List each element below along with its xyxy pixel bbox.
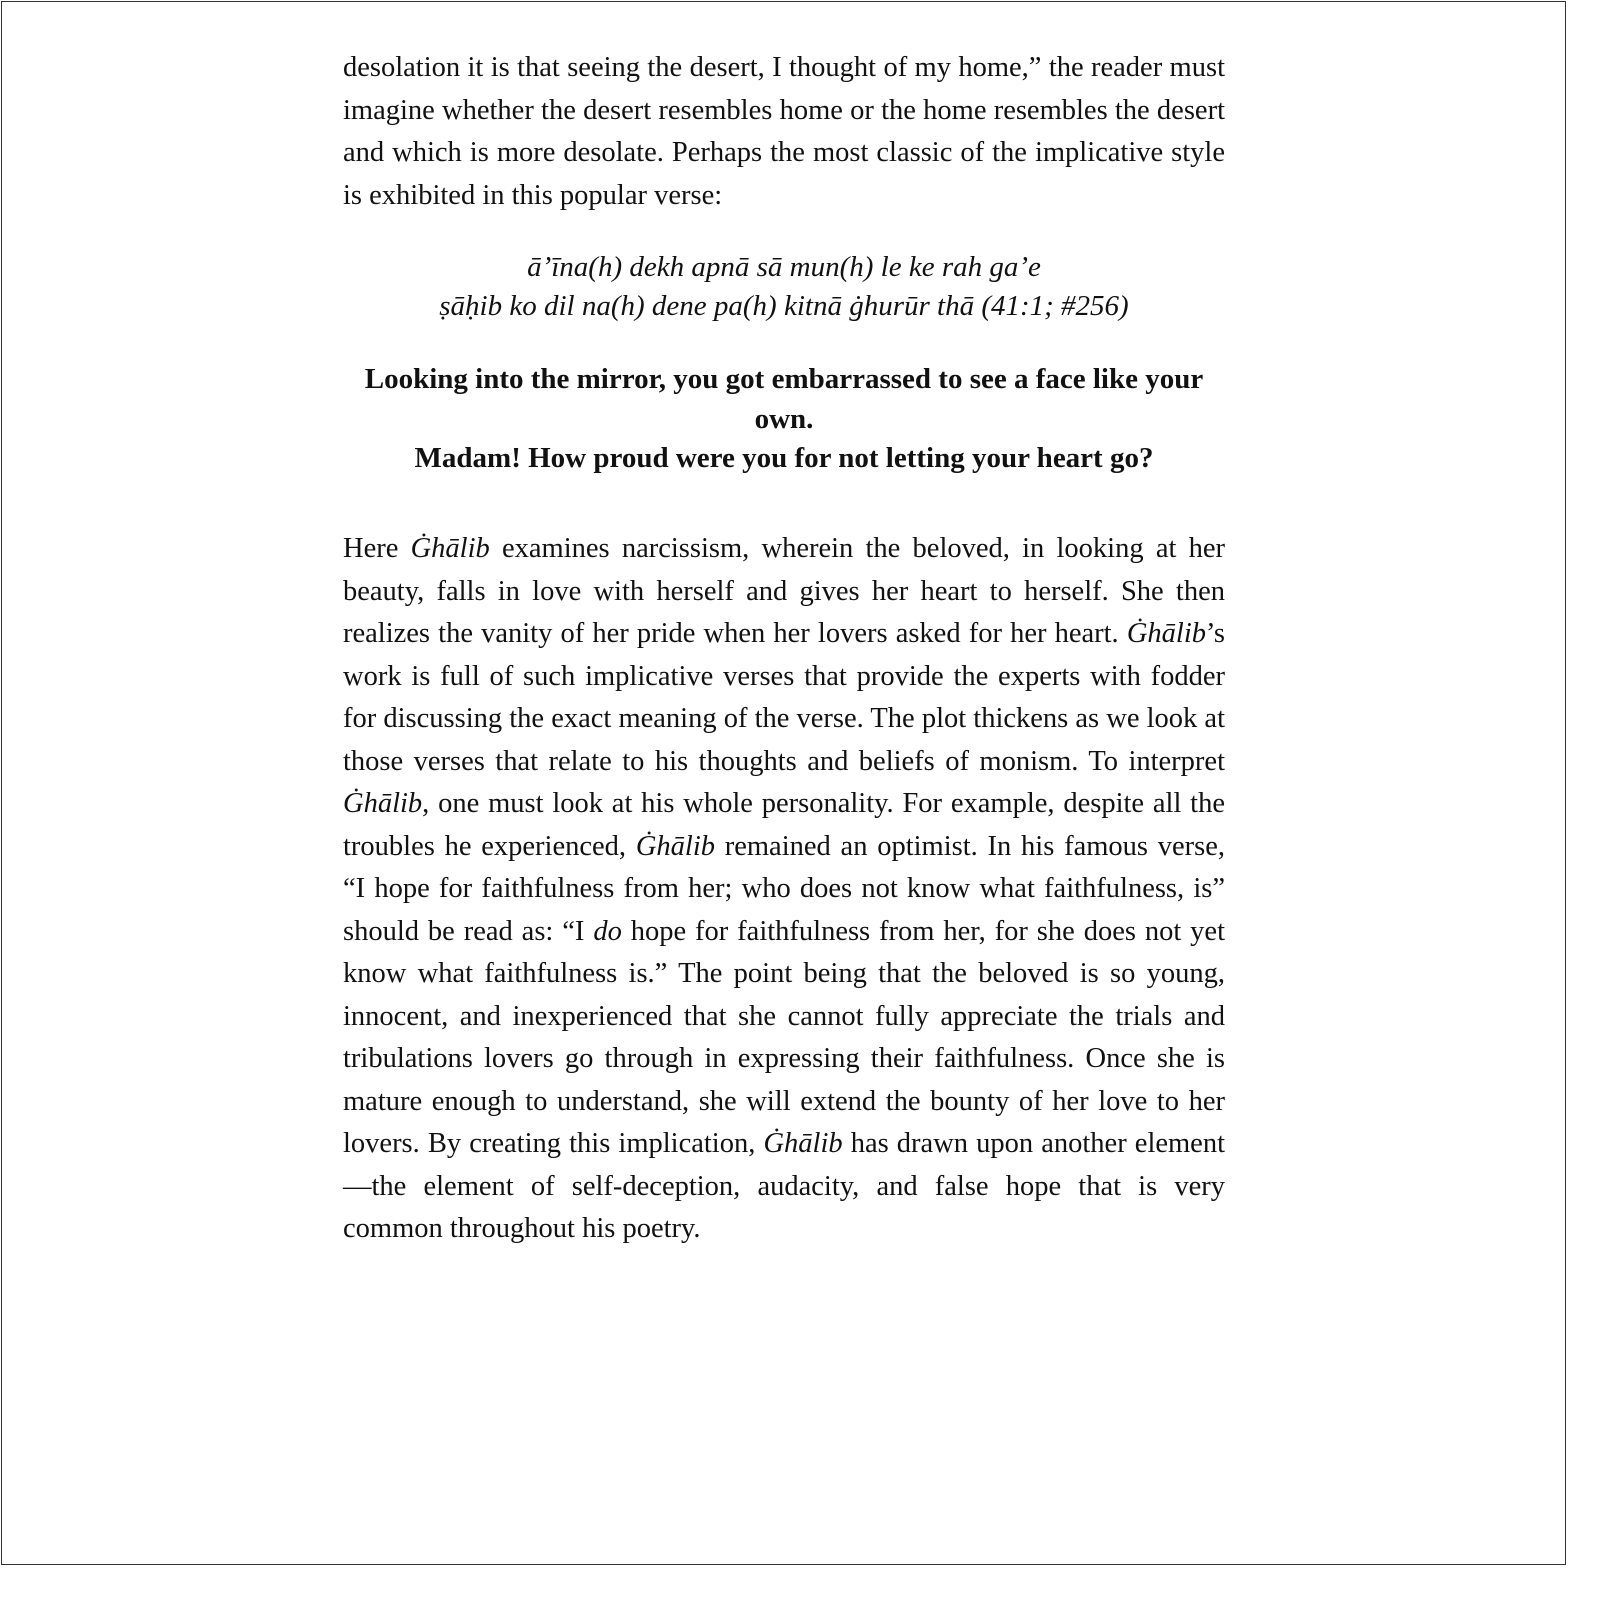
text-segment: , one must look at his whole personality. For example, despite all the troubles he experienced, bbox=[343, 788, 1225, 862]
author-name: Ġhālib bbox=[1126, 618, 1206, 649]
text-segment: hope for faithfulness from her, for she does not yet know what faithfulness is.” The point being that the beloved is so young, innocent, and inexperienced that she cannot fully appreciate the trials and tribulations lovers go through in expressing their faithfulness. Once she is mature enough to understand, she will extend the bounty of her love to her lovers. By creating this implication, bbox=[343, 915, 1225, 1159]
author-name: Ġhālib bbox=[410, 533, 490, 564]
urdu-verse bbox=[343, 248, 1225, 326]
author-name: Ġhālib bbox=[343, 788, 423, 819]
text-segment: ’s work is full of such implicative verses that provide the experts with fodder for discussing the exact meaning of the verse. The plot thickens as we look at those verses that relate to his thoughts and beliefs of monism. To interpret bbox=[343, 618, 1225, 777]
author-name: Ġhālib bbox=[635, 830, 715, 862]
emphasis-do: do bbox=[593, 915, 622, 947]
verse-translation-line-2: Madam! How proud were you for not letting your heart go? bbox=[414, 442, 1154, 474]
text-segment: has drawn upon another element—the element of self-deception, audacity, and false hope that is very common throughout his poetry. bbox=[343, 1128, 1225, 1244]
paragraph-analysis bbox=[343, 528, 1225, 1251]
author-name: Ġhālib bbox=[763, 1128, 843, 1159]
paragraph-intro-text: desolation it is that seeing the desert, I thought of my home,” the reader must imagine whether the desert resembles home or the home resembles the desert and which is more desolate. Perhaps the most classic of the implicative style is exhibited in this popular verse: bbox=[343, 52, 1225, 211]
urdu-verse-line-1: ā’īna(h) dekh apnā sā mun(h) le ke rah ga’e bbox=[527, 251, 1041, 283]
urdu-verse-line-2: ṣāḥib ko dil na(h) dene pa(h) kitnā ġhurūr thā (41:1; #256) bbox=[439, 290, 1129, 322]
text-segment: examines narcissism, wherein the beloved, in looking at her beauty, falls in love with herself and gives her heart to herself. She then realizes the vanity of her pride when her lovers asked for her heart. bbox=[343, 533, 1225, 649]
verse-translation bbox=[343, 360, 1225, 479]
text-segment: Here bbox=[343, 533, 411, 564]
paragraph-intro bbox=[343, 47, 1225, 217]
text-segment: remained an optimist. In his famous verse, “I hope for faithfulness from her; who does not know what faithfulness, is” should be read as: “I bbox=[343, 830, 1226, 947]
verse-translation-line-1: Looking into the mirror, you got embarrassed to see a face like your own. bbox=[364, 363, 1204, 435]
